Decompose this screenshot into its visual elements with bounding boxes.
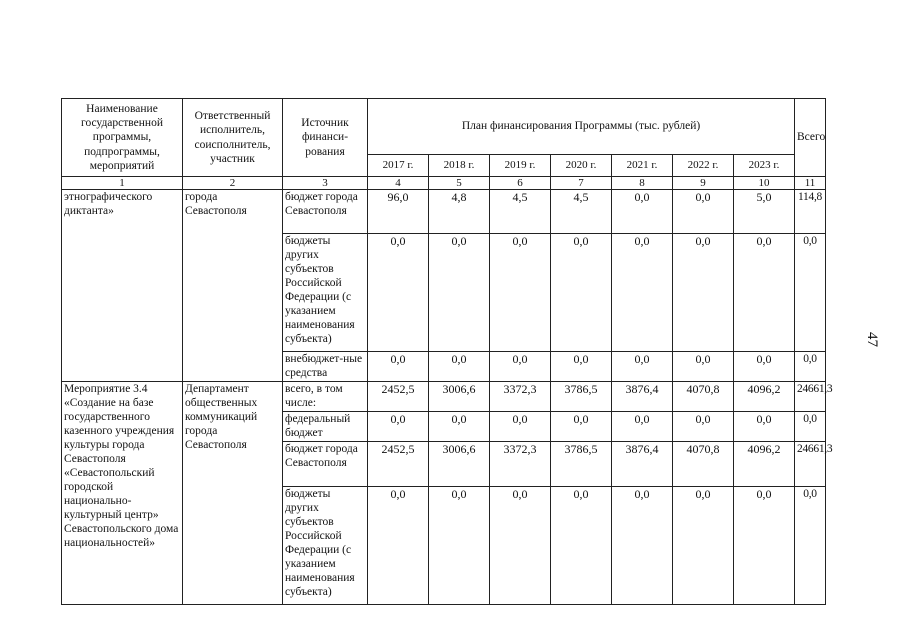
funding-source-cell: федеральный бюджет xyxy=(283,412,368,442)
header-year: 2017 г. xyxy=(368,155,429,177)
total-value-cell: 0,0 xyxy=(795,487,826,605)
year-value-cell: 0,0 xyxy=(673,487,734,605)
year-value-cell: 0,0 xyxy=(551,234,612,352)
year-value-cell: 0,0 xyxy=(429,234,490,352)
year-value-cell: 3876,4 xyxy=(612,442,673,487)
year-value-cell: 2452,5 xyxy=(368,382,429,412)
header-year: 2023 г. xyxy=(734,155,795,177)
program-name-cell: Мероприятие 3.4 «Создание на базе государственного казенного учреждения культуры города Севастополя «Севастопольский городской национально-культурный центр» Севастопольского дома национальностей» xyxy=(62,382,183,605)
year-value-cell: 0,0 xyxy=(734,352,795,382)
financing-table xyxy=(61,98,833,605)
year-value-cell: 0,0 xyxy=(673,190,734,234)
program-name-cell: этнографического диктанта» xyxy=(62,190,183,382)
year-value-cell: 0,0 xyxy=(368,352,429,382)
year-value-cell: 3786,5 xyxy=(551,442,612,487)
year-value-cell: 0,0 xyxy=(612,190,673,234)
year-value-cell: 0,0 xyxy=(490,234,551,352)
total-value-cell: 0,0 xyxy=(795,234,826,352)
header-financing-plan: План финансирования Программы (тыс. рублей) xyxy=(368,99,795,155)
header-program-name: Наименование государственной программы, подпрограммы, мероприятий xyxy=(62,99,183,177)
year-value-cell: 3786,5 xyxy=(551,382,612,412)
year-value-cell: 0,0 xyxy=(734,412,795,442)
column-number: 8 xyxy=(612,177,673,190)
year-value-cell: 0,0 xyxy=(429,412,490,442)
year-value-cell: 0,0 xyxy=(368,234,429,352)
funding-source-cell: внебюджет-ные средства xyxy=(283,352,368,382)
header-funding-source: Источник финанси-рования xyxy=(283,99,368,177)
year-value-cell: 0,0 xyxy=(368,487,429,605)
year-value-cell: 0,0 xyxy=(673,412,734,442)
column-number: 2 xyxy=(183,177,283,190)
year-value-cell: 0,0 xyxy=(612,352,673,382)
year-value-cell: 4,5 xyxy=(551,190,612,234)
funding-source-cell: бюджеты других субъектов Российской Федерации (с указанием наименования субъекта) xyxy=(283,234,368,352)
column-number: 9 xyxy=(673,177,734,190)
funding-source-cell: бюджет города Севастополя xyxy=(283,442,368,487)
year-value-cell: 3006,6 xyxy=(429,442,490,487)
year-value-cell: 3372,3 xyxy=(490,442,551,487)
column-number: 10 xyxy=(734,177,795,190)
year-value-cell: 5,0 xyxy=(734,190,795,234)
year-value-cell: 0,0 xyxy=(490,487,551,605)
funding-source-cell: всего, в том числе: xyxy=(283,382,368,412)
year-value-cell: 2452,5 xyxy=(368,442,429,487)
executor-cell: Департамент общественных коммуникаций города Севастополя xyxy=(183,382,283,605)
header-year: 2018 г. xyxy=(429,155,490,177)
year-value-cell: 3006,6 xyxy=(429,382,490,412)
header-total: Всего xyxy=(795,99,826,177)
year-value-cell: 0,0 xyxy=(551,352,612,382)
year-value-cell: 0,0 xyxy=(490,412,551,442)
year-value-cell: 3876,4 xyxy=(612,382,673,412)
total-value-cell: 0,0 xyxy=(795,412,826,442)
header-year: 2019 г. xyxy=(490,155,551,177)
total-value-cell: 0,0 xyxy=(795,352,826,382)
column-number: 3 xyxy=(283,177,368,190)
funding-source-cell: бюджет города Севастополя xyxy=(283,190,368,234)
year-value-cell: 0,0 xyxy=(429,487,490,605)
year-value-cell: 0,0 xyxy=(673,352,734,382)
column-number: 11 xyxy=(795,177,826,190)
table-row xyxy=(62,382,826,412)
year-value-cell: 0,0 xyxy=(490,352,551,382)
year-value-cell: 0,0 xyxy=(612,412,673,442)
year-value-cell: 0,0 xyxy=(673,234,734,352)
column-number: 5 xyxy=(429,177,490,190)
year-value-cell: 4070,8 xyxy=(673,442,734,487)
year-value-cell: 0,0 xyxy=(734,487,795,605)
column-number: 4 xyxy=(368,177,429,190)
header-year: 2020 г. xyxy=(551,155,612,177)
total-value-cell: 24661,3 xyxy=(795,442,826,487)
funding-source-cell: бюджеты других субъектов Российской Федерации (с указанием наименования субъекта) xyxy=(283,487,368,605)
page-number: 47 xyxy=(864,332,880,347)
column-number: 1 xyxy=(62,177,183,190)
year-value-cell: 0,0 xyxy=(612,487,673,605)
year-value-cell: 4096,2 xyxy=(734,382,795,412)
year-value-cell: 4,8 xyxy=(429,190,490,234)
column-number: 7 xyxy=(551,177,612,190)
year-value-cell: 3372,3 xyxy=(490,382,551,412)
year-value-cell: 96,0 xyxy=(368,190,429,234)
year-value-cell: 4070,8 xyxy=(673,382,734,412)
header-year: 2022 г. xyxy=(673,155,734,177)
header-year: 2021 г. xyxy=(612,155,673,177)
total-value-cell: 24661,3 xyxy=(795,382,826,412)
header-executor: Ответственный исполнитель, соисполнитель, участник xyxy=(183,99,283,177)
year-value-cell: 0,0 xyxy=(429,352,490,382)
year-value-cell: 4096,2 xyxy=(734,442,795,487)
total-value-cell: 114,8 xyxy=(795,190,826,234)
executor-cell: города Севастополя xyxy=(183,190,283,382)
year-value-cell: 4,5 xyxy=(490,190,551,234)
table-row xyxy=(62,190,826,234)
year-value-cell: 0,0 xyxy=(612,234,673,352)
year-value-cell: 0,0 xyxy=(734,234,795,352)
column-number: 6 xyxy=(490,177,551,190)
year-value-cell: 0,0 xyxy=(551,487,612,605)
year-value-cell: 0,0 xyxy=(368,412,429,442)
year-value-cell: 0,0 xyxy=(551,412,612,442)
